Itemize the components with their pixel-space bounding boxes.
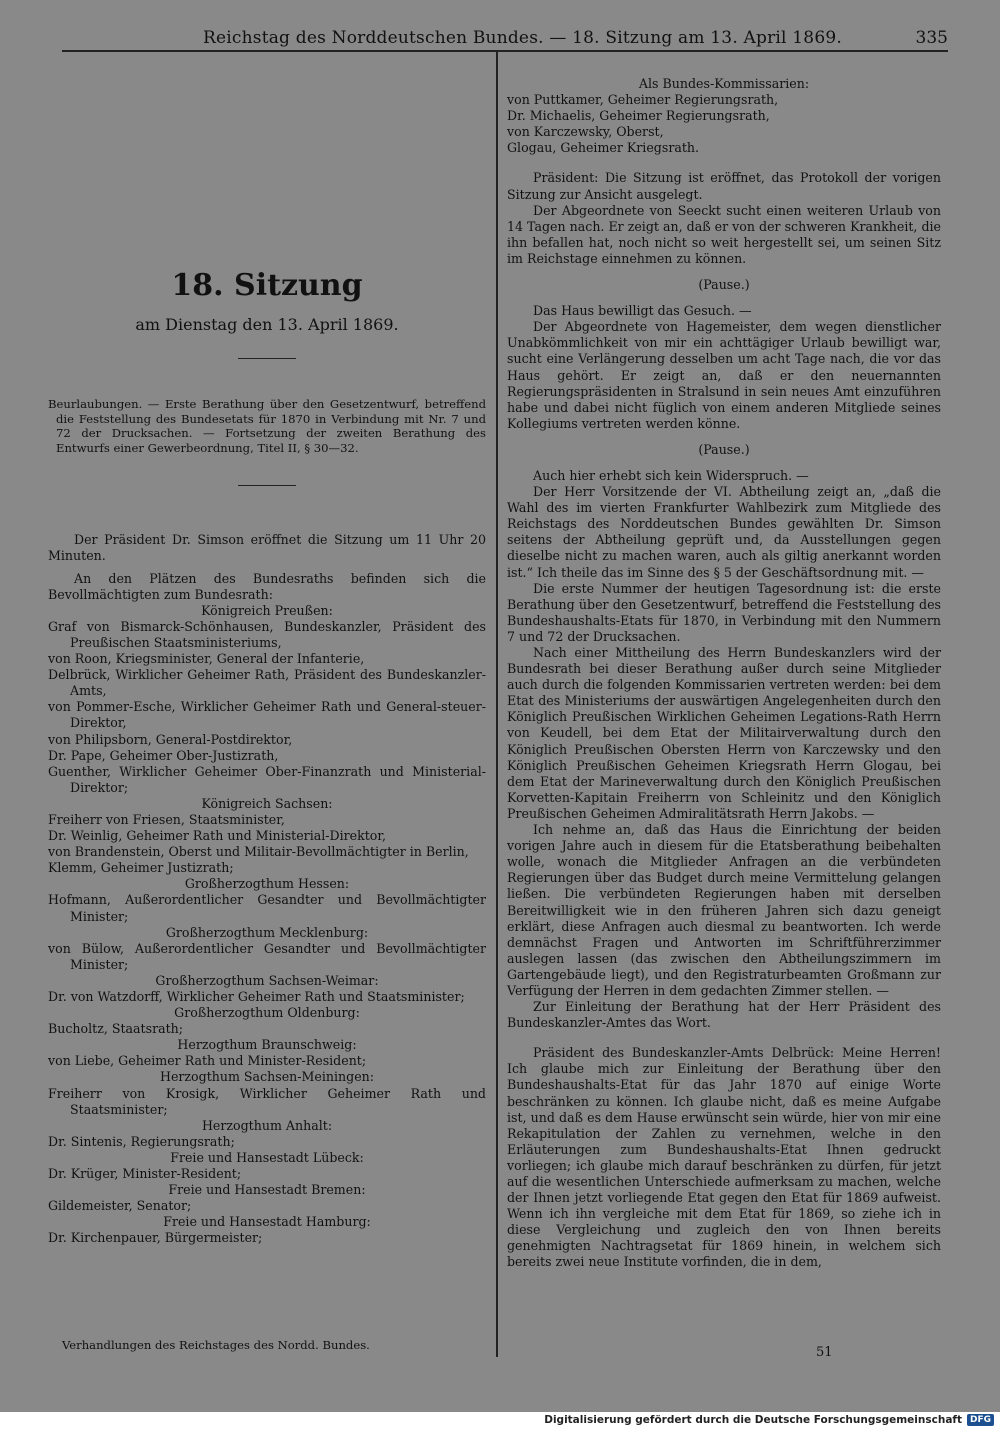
opening-paragraph: Der Präsident Dr. Simson eröffnet die Sitzung um 11 Uhr 20 Minuten. xyxy=(48,532,486,564)
delegate-entry: von Liebe, Geheimer Rath und Minister-Resident; xyxy=(48,1053,367,1069)
state-heading: Großherzogthum Sachsen-Weimar: xyxy=(155,972,379,988)
state-heading: Herzogthum Braunschweig: xyxy=(177,1037,357,1053)
paragraph: Präsident: Die Sitzung ist eröffnet, das Protokoll der vorigen Sitzung zur Ansicht ausgelegt. xyxy=(507,170,941,202)
delegate-entry: von Philipsborn, General-Postdirektor, xyxy=(48,731,293,747)
running-header xyxy=(58,26,948,50)
separator-rule xyxy=(238,485,296,486)
spacer xyxy=(507,156,941,170)
delegate-entry: Freiherr von Krosigk, Wirklicher Geheimer Rath und Staatsminister; xyxy=(48,1085,486,1117)
delegate-entry: Dr. Sintenis, Regierungsrath; xyxy=(48,1133,235,1149)
paragraph: Das Haus bewilligt das Gesuch. — xyxy=(533,303,752,319)
signature-text: Verhandlungen des Reichstages des Nordd. Bundes. xyxy=(62,1338,370,1352)
delegate-entry: Dr. Pape, Geheimer Ober-Justizrath, xyxy=(48,747,279,763)
state-heading: Als Bundes-Kommissarien: xyxy=(638,76,810,91)
paragraph: Ich nehme an, daß das Haus die Einrichtung der beiden vorigen Jahre auch in diesem für die Etatsberathung beibehalten wolle, wonach die Mitglieder Anfragen an die verbündeten Regierungen über das Budget durch meine Vermittelung gelangen ließen. Die verbündeten Regierungen haben mit derselben Bereitwilligkeit wie in den früheren Jahren sich dazu geneigt erklärt, diese Anfragen auch diesmal zu beantworten. Ich werde demnächst Fragen und Antworten im Schriftführerzimmer auslegen lassen (das zwischen den Abtheilungszimmern im Gartengebäude liegt), und den Registraturbeamten Großmann zur Verfügung der Herren in dem gedachten Zimmer stellen. — xyxy=(507,822,941,998)
delegate-entry: von Roon, Kriegsminister, General der Infanterie, xyxy=(48,651,365,667)
state-heading: Herzogthum Sachsen-Meiningen: xyxy=(159,1069,375,1085)
left-column xyxy=(48,268,486,1247)
pause-note: (Pause.) xyxy=(698,277,750,293)
delegate-entry: Graf von Bismarck-Schönhausen, Bundeskanzler, Präsident des Preußischen Staatsministeriums, xyxy=(48,618,486,650)
dfg-logo: DFG xyxy=(967,1414,994,1426)
delegate-entry: Guenther, Wirklicher Geheimer Ober-Finanzrath und Ministerial-Direktor; xyxy=(48,763,486,795)
bundesrath-list xyxy=(48,603,486,1247)
state-heading: Königreich Preußen: xyxy=(201,602,333,618)
state-heading: Königreich Sachsen: xyxy=(201,795,333,811)
paragraph: Der Abgeordnete von Seeckt sucht einen weiteren Urlaub von 14 Tagen nach. Er zeigt an, daß er von der schweren Krankheit, die ihn befallen hat, noch nicht so weit hergestellt sei, um seinen Sitz im Reichstage einnehmen zu können. xyxy=(507,202,941,266)
paragraph: Der Abgeordnete von Hagemeister, dem wegen dienstlicher Unabkömmlichkeit von mir ein achttägiger Urlaub bewilligt war, sucht eine Verlängerung desselben um acht Tage nach, die vor das Haus gehört. Er zeigt an, daß er den neuernannten Regierungspräsidenten in Stralsund in sein neues Amt einzuführen habe und dabei nicht füglich von einem anderen Mitgliede seines Kollegiums vertreten werden könne. xyxy=(507,319,941,431)
delegate-entry: Gildemeister, Senator; xyxy=(48,1198,192,1214)
spacer xyxy=(507,1031,941,1045)
session-title: 18. Sitzung xyxy=(171,268,363,303)
session-date: am Dienstag den 13. April 1869. xyxy=(135,315,399,334)
state-heading: Herzogthum Anhalt: xyxy=(201,1117,333,1133)
state-heading: Freie und Hansestadt Hamburg: xyxy=(163,1214,371,1230)
delegate-entry: Delbrück, Wirklicher Geheimer Rath, Präsident des Bundeskanzler-Amts, xyxy=(48,667,486,699)
column-divider xyxy=(496,52,498,1357)
delegate-entry: von Brandenstein, Oberst und Militair-Bevollmächtigter in Berlin, xyxy=(48,844,469,860)
delegate-entry: Freiherr von Friesen, Staatsminister, xyxy=(48,811,285,827)
paragraph: Auch hier erhebt sich kein Widerspruch. — xyxy=(533,467,809,483)
funding-credit: Digitalisierung gefördert durch die Deutsche Forschungsgemeinschaft xyxy=(544,1414,962,1426)
delegate-entry: Dr. Weinlig, Geheimer Rath und Ministerial-Direktor, xyxy=(48,828,387,844)
page-number: 335 xyxy=(915,28,948,48)
state-heading: Großherzogthum Hessen: xyxy=(184,876,350,892)
paragraph: Die erste Nummer der heutigen Tagesordnung ist: die erste Berathung über den Gesetzentwurf, betreffend die Feststellung des Bundeshaushalts-Etats für 1870, in Verbindung mit den Nummern 7 und 72 der Drucksachen. xyxy=(507,580,941,644)
state-heading: Großherzogthum Mecklenburg: xyxy=(165,924,369,940)
delegate-entry: Hofmann, Außerordentlicher Gesandter und Bevollmächtigter Minister; xyxy=(48,892,486,924)
footer-bar xyxy=(0,1412,1000,1432)
separator-rule xyxy=(238,358,296,359)
header-rule xyxy=(62,50,948,52)
delegate-entry: Dr. Kirchenpauer, Bürgermeister; xyxy=(48,1230,263,1246)
delegate-entry: von Karczewsky, Oberst, xyxy=(507,124,664,140)
proceedings-text xyxy=(507,76,941,1271)
paragraph: Präsident des Bundeskanzler-Amts Delbrück: Meine Herren! Ich glaube mich zur Einleitung der Berathung über den Bundeshaushalts-Etat für das Jahr 1870 auf einige Worte beschränken zu können. Ich glaube nicht, daß es meine Aufgabe ist, und daß es dem Hause erwünscht sein würde, hier von mir eine Rekapitulation der Zahlen zu vernehmen, welche in den Erläuterungen zum Bundeshaushalts-Etat Ihnen gedruckt vorliegen; ich glaube mich darauf beschränken zu dürfen, für jetzt auf die wesentlichen Unterschiede aufmerksam zu machen, welche der Ihnen jetzt vorliegende Etat gegen den Etat für 1869 aufweist. Wenn ich ihn vergleiche mit dem Etat für 1869, so ziehe ich in diese Vergleichung und zugleich den von Ihnen bereits genehmigten Nachtragsetat für 1869 hinein, in welchem sich bereits zwei neue Institute vorfinden, die in dem, xyxy=(507,1045,941,1270)
right-column xyxy=(507,76,941,1271)
paragraph: Zur Einleitung der Berathung hat der Herr Präsident des Bundeskanzler-Amtes das Wort. xyxy=(507,999,941,1031)
paragraph: Der Herr Vorsitzende der VI. Abtheilung zeigt an, „daß die Wahl des im vierten Frankfurter Wahlbezirk zum Mitgliede des Reichstags des Norddeutschen Bundes gewählten Dr. Simson seitens der Abtheilung geprüft und, da Ausstellungen gegen dieselbe nicht zu machen waren, auch als giltig anerkannt worden ist.“ Ich theile das im Sinne des § 5 der Geschäftsordnung mit. — xyxy=(507,484,941,580)
delegate-entry: Bucholtz, Staatsrath; xyxy=(48,1021,184,1037)
state-heading: Freie und Hansestadt Lübeck: xyxy=(170,1149,364,1165)
printer-signature xyxy=(62,1338,482,1353)
delegate-entry: von Puttkamer, Geheimer Regierungsrath, xyxy=(507,92,779,108)
state-heading: Großherzogthum Oldenburg: xyxy=(174,1005,360,1021)
delegate-entry: Klemm, Geheimer Justizrath; xyxy=(48,860,234,876)
state-heading: Freie und Hansestadt Bremen: xyxy=(168,1182,366,1198)
session-summary: Beurlaubungen. — Erste Berathung über den Gesetzentwurf, betreffend die Feststellung des Bundesetats für 1870 in Verbindung mit Nr. 7 und 72 der Drucksachen. — Fortsetzung der zweiten Berathung des Entwurfs einer Gewerbeordnung, Titel II, § 30—32. xyxy=(48,397,486,455)
paragraph: Nach einer Mittheilung des Herrn Bundeskanzlers wird der Bundesrath bei dieser Berathung außer durch seine Mitglieder auch durch die folgenden Kommissarien vertreten werden: bei dem Etat des Ministeriums der auswärtigen Angelegenheiten durch den Königlich Preußischen Wirklichen Geheimen Legations-Rath Herrn von Keudell, bei dem Etat der Militairverwaltung durch den Königlich Preußischen Obersten Herrn von Karczewsky und den Königlich Preußischen Geheimen Kriegsrath Herrn Glogau, bei dem Etat der Marineverwaltung durch den Königlich Preußischen Korvetten-Kapitain Freiherrn von Schleinitz und den Königlich Preußischen Geheimen Admiralitätsrath Herrn Jakobs. — xyxy=(507,645,941,821)
pause-note: (Pause.) xyxy=(698,441,750,457)
running-title: Reichstag des Norddeutschen Bundes. — 18. Sitzung am 13. April 1869. xyxy=(203,28,842,48)
delegate-entry: Glogau, Geheimer Kriegsrath. xyxy=(507,140,700,156)
delegate-entry: Dr. von Watzdorff, Wirklicher Geheimer Rath und Staatsminister; xyxy=(48,989,465,1004)
delegate-entry: Dr. Krüger, Minister-Resident; xyxy=(48,1166,242,1182)
signature-number: 51 xyxy=(816,1345,833,1360)
delegate-entry: von Bülow, Außerordentlicher Gesandter und Bevollmächtigter Minister; xyxy=(48,940,486,972)
attendance-paragraph: An den Plätzen des Bundesraths befinden sich die Bevollmächtigten zum Bundesrath: xyxy=(48,570,486,602)
delegate-entry: Dr. Michaelis, Geheimer Regierungsrath, xyxy=(507,108,770,124)
delegate-entry: von Pommer-Esche, Wirklicher Geheimer Rath und General-steuer-Direktor, xyxy=(48,699,486,731)
